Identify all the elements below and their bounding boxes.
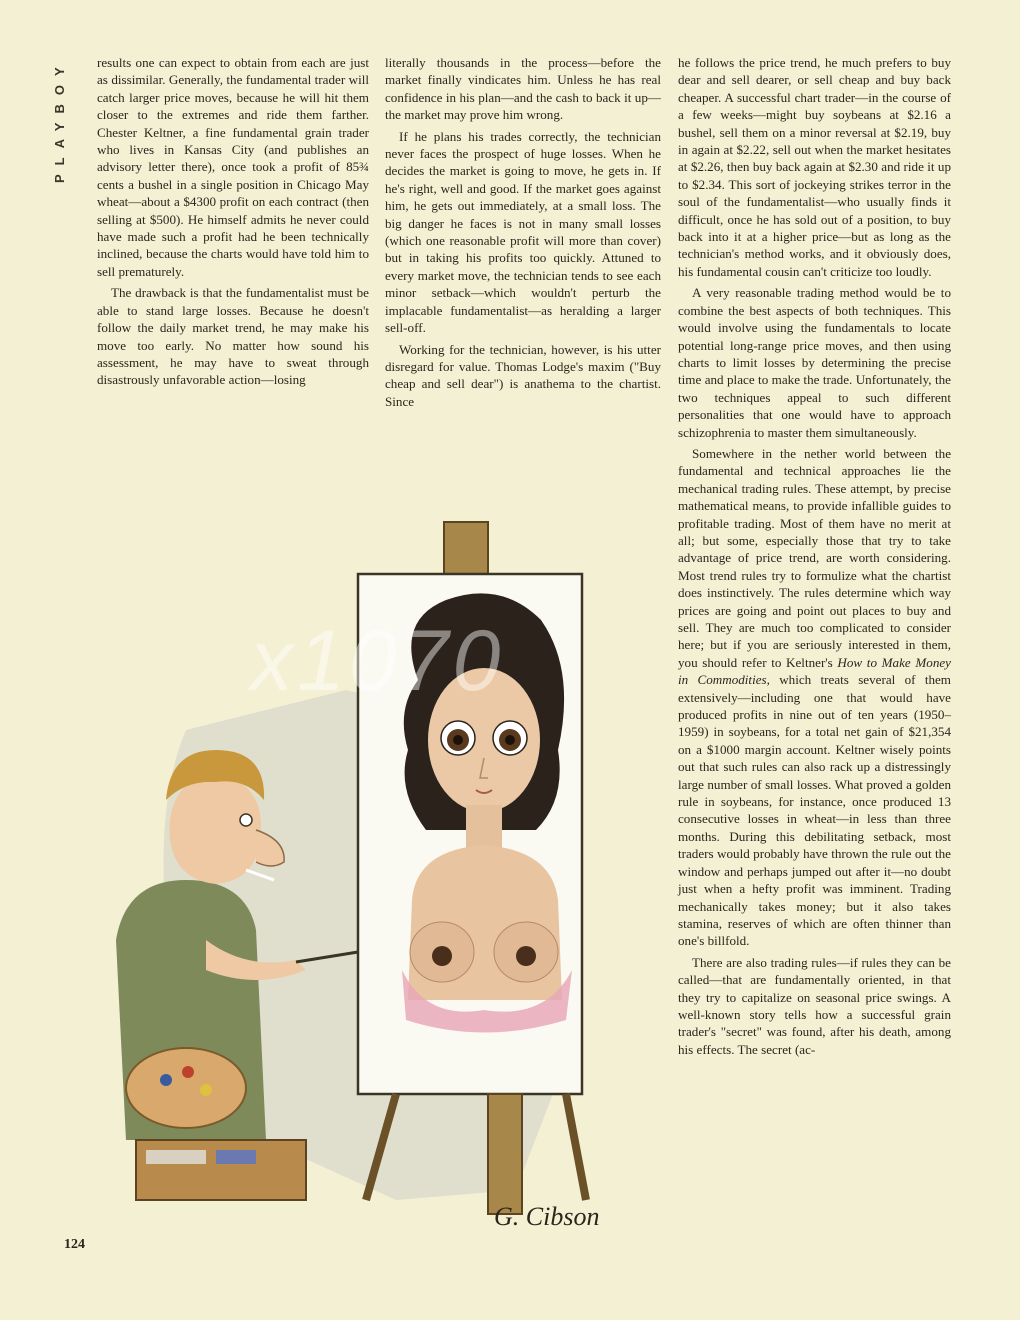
paragraph-text: Somewhere in the nether world between the fundamental and technical approaches lie the mechanical trading rules. These attempt, by precise mathematical means, to provide infallible guides to profitable trading. Most of them have no merit at all; but some, especially those that try to take advantage of price trend, are worth considering. Most trend rules try to formulize what the chartist does instinctively. The rules determine which way prices are going and point out places to buy and sell. They are much too complicated to consider here; but if you are seriously interested in them, you should refer to Keltner's xyxy=(678,445,951,670)
paragraph: The drawback is that the fundamentalist must be able to stand large losses. Because he doesn't follow the daily market trend, he may make his move too early. No matter how sound his assessment, he may have to sweat through disastrously unfavorable action—losing xyxy=(97,285,369,388)
paragraph: A very reasonable trading method would be to combine the best aspects of both techniques. This would involve using the fundamentals to locate potential long-range price moves, and then using charts to limit losses by determining the precise time and place to make the trade. Unfortunately, the two techniques appeal to such different personalities that one would have to approach schizophrenia to master them simultaneously. xyxy=(678,285,951,440)
paragraph: There are also trading rules—if rules they can be called—that are fundamentally oriented, in that they try to capitalize on seasonal price swings. A well-known story tells how a successful grain trader's "secret" was found, after his death, among his effects. The secret (ac- xyxy=(678,954,951,1057)
watermark: x1070 xyxy=(250,613,505,709)
artist-signature: G. Cibson xyxy=(494,1202,600,1231)
text-column-3 xyxy=(678,54,951,1264)
running-head: PLAYBOY xyxy=(52,58,67,184)
text-column-2 xyxy=(385,54,661,474)
page-number: 124 xyxy=(64,1237,85,1252)
paragraph: he follows the price trend, he much prefers to buy dear and sell dearer, or sell cheap and buy back cheaper. A successful chart trader—in the course of a few weeks—might buy soybeans at $2.16 a bushel, sell them on a minor reversal at $2.19, buy in again at $2.22, sell out when the market hesitates at $2.26, then buy back again at $2.30 and ride it up to $2.34. This sort of jockeying strikes terror in the soul of the fundamentalist—who usually finds it difficult, once he has sold out of a position, to buy back into it at a higher price—but as long as the technician's method works, and it obviously does, his fundamental cousin can't criticize too loudly. xyxy=(678,55,951,279)
paragraph: If he plans his trades correctly, the technician never faces the prospect of huge losses. When he decides the market is going to move, he gets in. If he's right, well and good. If the market goes against him, he gets out immediately, at a small loss. The big danger he faces is not in many small losses (which one reasonable profit will more than cover) but in taking his profits too quickly. Attuned to every market move, the technician tends to see each minor setback—which wouldn't perturb the implacable fundamentalist—as heralding a larger sell-off. xyxy=(385,128,661,336)
paragraph: Working for the technician, however, is his utter disregard for value. Thomas Lodge's maxim ("Buy cheap and sell dear") is anathema to the chartist. Since xyxy=(385,341,661,409)
paragraph: results one can expect to obtain from each are just as dissimilar. Generally, the fundamental trader will catch larger price moves, because he will hit them closer to the extremes and ride them farther. Chester Keltner, a fine fundamental grain trader who lives in Kansas City (and publishes an advisory letter there), once took a profit of 85¾ cents a bushel in a single position in Chicago May wheat—about a $4300 profit on each contract (then selling at $500). He himself admits he never could have made such a profit had he been technically inclined, because the charts would have told him to sell prematurely. xyxy=(97,55,369,279)
book-title: How to Make Money in Commodities, xyxy=(678,654,951,688)
paragraph-text: which treats several of them extensively—including one that would have produced profits in nine out of ten years (1950–1959) in soybeans, for a total net gain of $21,354 on a $1000 margin account. Keltner wisely points out that such rules can also rack up a distressingly large number of small losses. What proved a golden rule in soybeans, for instance, once produced 13 consecutive losses in wheat—in less than three months. During this debilitating setback, most traders would probably have thrown the rule out the window and perhaps jumped out after it—no doubt just when a hefty profit was imminent. Trading mechanically takes money; but it also takes stamina, reserves of which are often thinner than one's billfold. xyxy=(678,672,951,949)
text-column-1 xyxy=(97,54,369,474)
paragraph xyxy=(678,445,951,950)
paragraph: literally thousands in the process—before the market finally vindicates him. Unless he has real confidence in his plan—and the cash to back it up—the market may prove him wrong. xyxy=(385,55,661,123)
cartoon-illustration xyxy=(96,500,662,1242)
